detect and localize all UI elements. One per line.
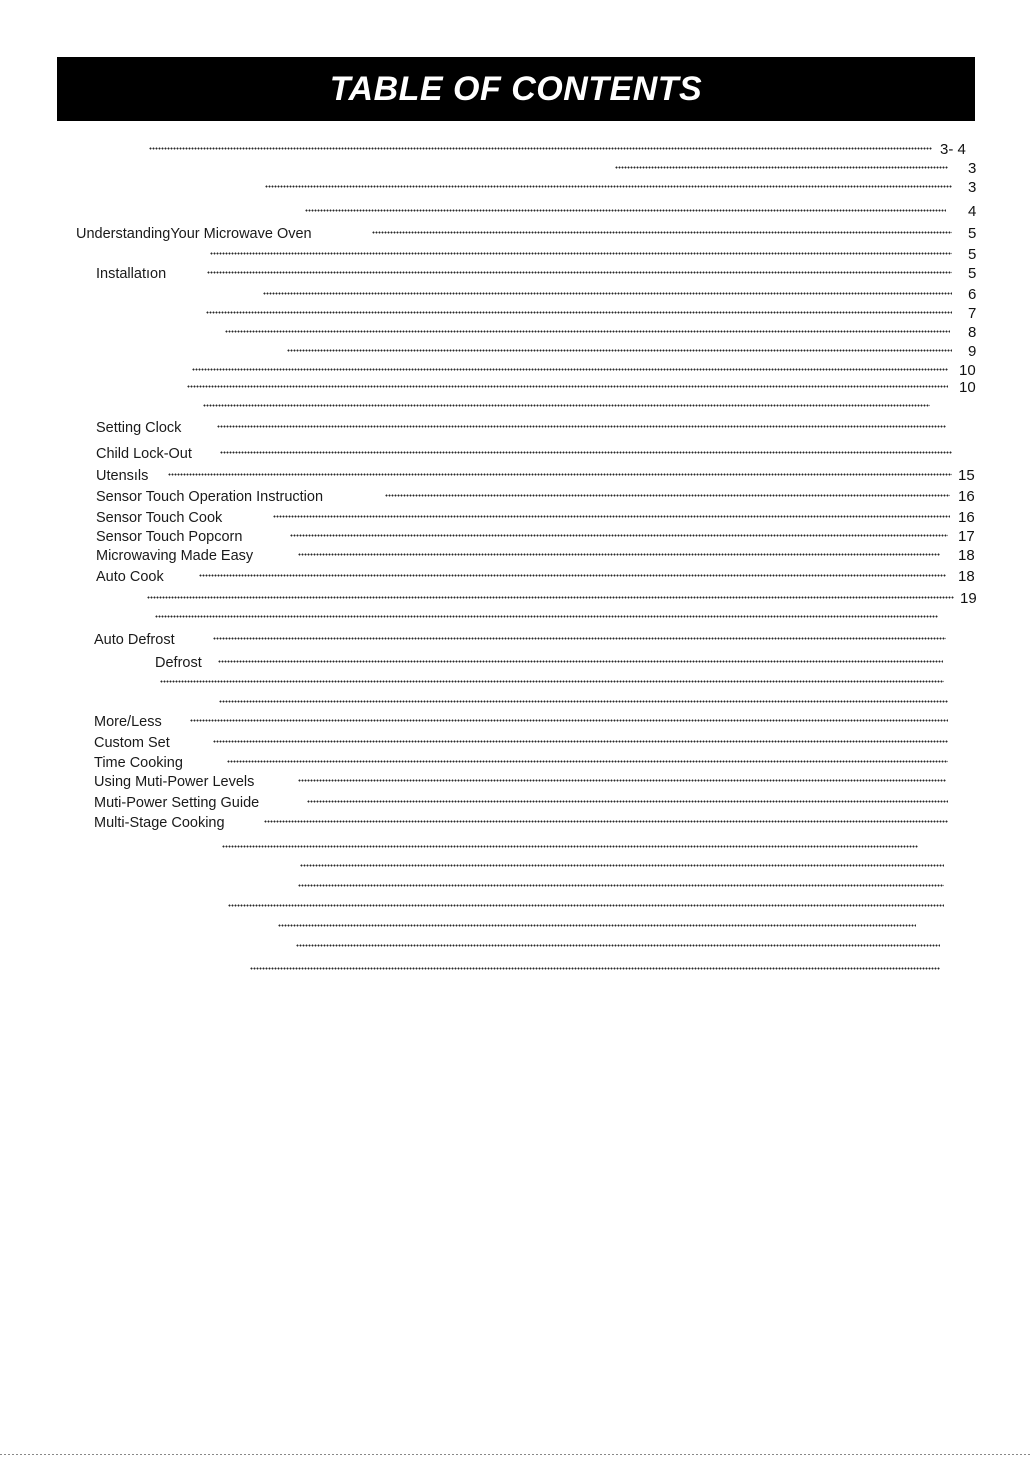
toc-entry xyxy=(0,397,1031,417)
toc-entry xyxy=(0,285,1031,305)
toc-entry-label: Sensor Touch Popcorn xyxy=(96,529,243,545)
toc-entry-label: Setting Clock xyxy=(96,420,182,436)
toc-entry-page-number: 15 xyxy=(958,467,975,484)
toc-entry xyxy=(0,793,1031,813)
toc-entry xyxy=(0,546,1031,566)
toc-dot-leader xyxy=(213,637,946,640)
toc-entry xyxy=(0,159,1031,179)
toc-dot-leader xyxy=(155,615,938,618)
toc-entry-page-number: 3 xyxy=(968,160,977,177)
toc-dot-leader xyxy=(278,924,916,927)
toc-dot-leader xyxy=(207,271,952,274)
toc-entry-page-number: 8 xyxy=(968,324,977,341)
toc-dot-leader xyxy=(298,884,944,887)
toc-entry-page-number: 16 xyxy=(958,488,975,505)
toc-entry-page-number: 19 xyxy=(960,590,977,607)
toc-entry xyxy=(0,378,1031,398)
toc-entry-label: Utensıls xyxy=(96,468,149,484)
toc-dot-leader xyxy=(263,292,952,295)
page-title: TABLE OF CONTENTS xyxy=(329,69,703,108)
toc-dot-leader xyxy=(220,451,952,454)
toc-dot-leader xyxy=(287,349,952,352)
toc-entry-label: Auto Defrost xyxy=(94,632,175,648)
toc-dot-leader xyxy=(225,330,950,333)
toc-entry-page-number: 3 xyxy=(968,179,977,196)
toc-entry-page-number: 7 xyxy=(968,305,977,322)
toc-entry xyxy=(0,712,1031,732)
toc-entry xyxy=(0,444,1031,464)
toc-entry-label: Child Lock-Out xyxy=(96,446,192,462)
toc-entry-page-number: 6 xyxy=(968,286,977,303)
toc-dot-leader xyxy=(192,368,948,371)
toc-entry xyxy=(0,673,1031,693)
toc-dot-leader xyxy=(160,680,944,683)
toc-entry-label: Sensor Touch Operation Instruction xyxy=(96,489,324,505)
toc-entry xyxy=(0,466,1031,486)
toc-entry xyxy=(0,202,1031,222)
toc-dot-leader xyxy=(290,534,948,537)
toc-dot-leader xyxy=(217,425,946,428)
toc-dot-leader xyxy=(264,820,948,823)
toc-entry xyxy=(0,693,1031,713)
toc-dot-leader xyxy=(227,760,948,763)
toc-entry xyxy=(0,937,1031,957)
toc-entry xyxy=(0,877,1031,897)
toc-entry xyxy=(0,304,1031,324)
toc-dot-leader xyxy=(213,740,948,743)
toc-entry-label: Muti-Power Setting Guide xyxy=(94,795,260,811)
toc-dot-leader xyxy=(298,553,940,556)
toc-entry-label: Defrost xyxy=(155,655,202,671)
toc-dot-leader xyxy=(218,660,943,663)
toc-dot-leader xyxy=(190,719,948,722)
toc-entry-label: Installatıon xyxy=(96,266,167,282)
toc-entry xyxy=(0,733,1031,753)
toc-entry-page-number: 16 xyxy=(958,509,975,526)
toc-dot-leader xyxy=(228,904,944,907)
toc-entry xyxy=(0,567,1031,587)
toc-dot-leader xyxy=(296,944,940,947)
toc-dot-leader xyxy=(222,845,918,848)
toc-entry-page-number: 4 xyxy=(968,203,977,220)
toc-entry xyxy=(0,589,1031,609)
toc-entry-label: Multi-Stage Cooking xyxy=(94,815,225,831)
toc-entry xyxy=(0,813,1031,833)
toc-entry-label: UnderstandingYour Microwave Oven xyxy=(76,226,312,242)
toc-entry xyxy=(0,342,1031,362)
toc-dot-leader xyxy=(300,864,944,867)
toc-entry-page-number: 18 xyxy=(958,547,975,564)
toc-entry xyxy=(0,897,1031,917)
toc-entry-page-number: 3- 4 xyxy=(940,141,966,158)
toc-dot-leader xyxy=(273,515,950,518)
toc-entry xyxy=(0,653,1031,673)
toc-dot-leader xyxy=(199,574,946,577)
toc-entry xyxy=(0,224,1031,244)
toc-entry xyxy=(0,323,1031,343)
page-bottom-rule xyxy=(0,1454,1031,1455)
toc-dot-leader xyxy=(305,209,946,212)
toc-header-banner xyxy=(57,57,975,121)
toc-entry-label: More/Less xyxy=(94,714,162,730)
toc-entry xyxy=(0,178,1031,198)
toc-entry-page-number: 5 xyxy=(968,225,977,242)
toc-entry-page-number: 9 xyxy=(968,343,977,360)
toc-dot-leader xyxy=(210,252,952,255)
toc-entry-page-number: 5 xyxy=(968,265,977,282)
toc-entry xyxy=(0,772,1031,792)
toc-entry-page-number: 17 xyxy=(958,528,975,545)
toc-entry xyxy=(0,630,1031,650)
toc-entry-label: Sensor Touch Cook xyxy=(96,510,223,526)
toc-entry xyxy=(0,960,1031,980)
toc-entry-page-number: 10 xyxy=(959,379,976,396)
toc-entry-page-number: 18 xyxy=(958,568,975,585)
toc-entry xyxy=(0,508,1031,528)
toc-dot-leader xyxy=(307,800,948,803)
toc-entry xyxy=(0,487,1031,507)
toc-dot-leader xyxy=(206,311,952,314)
toc-entry-label: Microwaving Made Easy xyxy=(96,548,254,564)
toc-entry-label: Time Cooking xyxy=(94,755,183,771)
toc-entry-label: Using Muti-Power Levels xyxy=(94,774,255,790)
toc-entry xyxy=(0,245,1031,265)
toc-entry xyxy=(0,418,1031,438)
toc-entry xyxy=(0,264,1031,284)
toc-entry-label: Custom Set xyxy=(94,735,170,751)
toc-dot-leader xyxy=(265,185,952,188)
toc-dot-leader xyxy=(168,473,952,476)
toc-entry-page-number: 5 xyxy=(968,246,977,263)
toc-dot-leader xyxy=(250,967,940,970)
toc-entry xyxy=(0,838,1031,858)
toc-entry-label: Auto Cook xyxy=(96,569,164,585)
toc-entry xyxy=(0,917,1031,937)
toc-dot-leader xyxy=(187,385,948,388)
toc-dot-leader xyxy=(385,494,950,497)
toc-dot-leader xyxy=(147,596,954,599)
toc-dot-leader xyxy=(372,231,952,234)
toc-dot-leader xyxy=(219,700,948,703)
toc-entry xyxy=(0,140,1031,160)
toc-entry xyxy=(0,857,1031,877)
toc-dot-leader xyxy=(615,166,948,169)
toc-entry-page-number: 10 xyxy=(959,362,976,379)
toc-entry xyxy=(0,608,1031,628)
toc-entry xyxy=(0,527,1031,547)
toc-entry xyxy=(0,753,1031,773)
toc-dot-leader xyxy=(203,404,930,407)
toc-dot-leader xyxy=(298,779,946,782)
toc-dot-leader xyxy=(149,147,932,150)
